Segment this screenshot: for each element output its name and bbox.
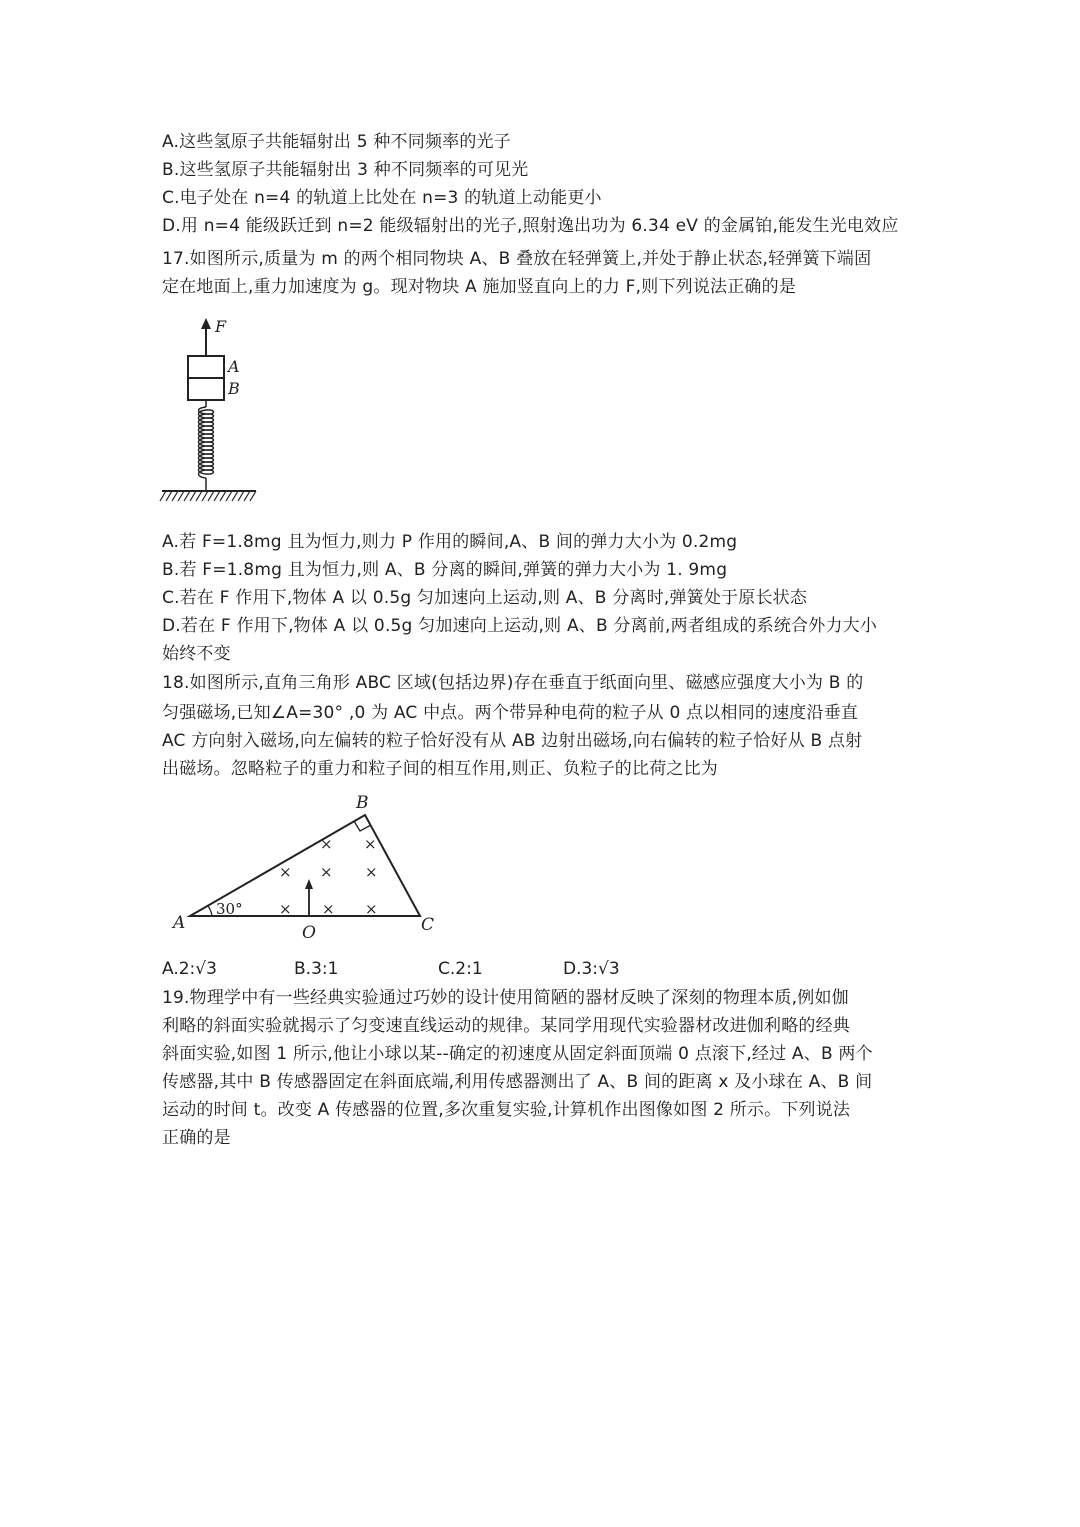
field-cross: × (364, 835, 377, 853)
spring-coil (199, 407, 214, 478)
vertex-c-label: C (421, 915, 435, 935)
q18-option-b: B.3:1 (294, 959, 339, 979)
force-label: F (215, 317, 227, 336)
q17-stem-line-2: 定在地面上,重力加速度为 g。现对物块 A 施加竖直向上的力 F,则下列说法正确的是 (162, 277, 797, 297)
q19-stem-line-3: 斜面实验,如图 1 所示,他让小球以某--确定的初速度从固定斜面顶端 0 点滚下,经过 A、B 两个 (162, 1044, 873, 1064)
vertex-b-label: B (356, 793, 369, 813)
q18-option-c: C.2:1 (438, 959, 483, 979)
q17-option-b: B.若 F=1.8mg 且为恒力,则 A、B 分离的瞬间,弹簧的弹力大小为 1. 9mg (162, 560, 728, 580)
q17-option-a: A.若 F=1.8mg 且为恒力,则力 P 作用的瞬间,A、B 间的弹力大小为 0.2mg (162, 532, 738, 552)
q18-stem-line-1: 18.如图所示,直角三角形 ABC 区域(包括边界)存在垂直于纸面向里、磁感应强度大小为 B 的 (162, 673, 864, 693)
q19-stem-line-2: 利略的斜面实验就揭示了匀变速直线运动的规律。某同学用现代实验器材改进伽利略的经典 (162, 1016, 850, 1036)
q18-stem-line-3: AC 方向射入磁场,向左偏转的粒子恰好没有从 AB 边射出磁场,向右偏转的粒子恰好从 B 点射 (162, 731, 863, 751)
vertex-a-label: A (173, 913, 186, 933)
midpoint-o-label: O (302, 923, 316, 943)
q19-stem-line-6: 正确的是 (162, 1128, 231, 1148)
block-b-label: B (228, 379, 240, 398)
field-cross: × (320, 863, 333, 881)
q17-option-c: C.若在 F 作用下,物体 A 以 0.5g 匀加速向上运动,则 A、B 分离时,弹簧处于原长状态 (162, 588, 808, 608)
q16-option-d: D.用 n=4 能级跃迁到 n=2 能级辐射出的光子,照射逸出功为 6.34 eV 的金属铂,能发生光电效应 (162, 216, 899, 236)
q18-option-a: A.2:√3 (162, 959, 217, 979)
q17-option-d-cont: 始终不变 (162, 644, 231, 664)
block-a-label: A (228, 357, 240, 376)
ground-hatch (160, 491, 256, 501)
block-b (188, 378, 224, 400)
velocity-arrow-head (305, 879, 313, 889)
q17-option-d: D.若在 F 作用下,物体 A 以 0.5g 匀加速向上运动,则 A、B 分离前,两者组成的系统合外力大小 (162, 616, 878, 636)
q17-stem-line-1: 17.如图所示,质量为 m 的两个相同物块 A、B 叠放在轻弹簧上,并处于静止状态,轻弹簧下端固 (162, 249, 872, 269)
q19-stem-line-4: 传感器,其中 B 传感器固定在斜面底端,利用传感器测出了 A、B 间的距离 x 及小球在 A、B 间 (162, 1072, 873, 1092)
angle-label: 30° (216, 900, 243, 918)
q17-spring-figure (158, 312, 268, 512)
field-cross: × (322, 900, 335, 918)
q18-option-d: D.3:√3 (563, 959, 620, 979)
q18-triangle-figure (168, 790, 448, 950)
q16-option-a: A.这些氢原子共能辐射出 5 种不同频率的光子 (162, 132, 511, 152)
field-cross: × (279, 900, 292, 918)
q18-stem-line-4: 出磁场。忽略粒子的重力和粒子间的相互作用,则正、负粒子的比荷之比为 (162, 759, 719, 779)
q18-stem-line-2: 匀强磁场,已知∠A=30° ,0 为 AC 中点。两个带异种电荷的粒子从 0 点以相同的速度沿垂直 (162, 703, 859, 723)
field-cross: × (279, 863, 292, 881)
force-arrow-head (201, 318, 211, 329)
angle-arc-a (208, 906, 212, 916)
q16-option-c: C.电子处在 n=4 的轨道上比处在 n=3 的轨道上动能更小 (162, 188, 602, 208)
field-cross: × (365, 863, 378, 881)
block-a (188, 356, 224, 378)
field-cross: × (320, 835, 333, 853)
field-cross: × (365, 900, 378, 918)
q19-stem-line-5: 运动的时间 t。改变 A 传感器的位置,多次重复实验,计算机作出图像如图 2 所示。下列说法 (162, 1100, 851, 1120)
q16-option-b: B.这些氢原子共能辐射出 3 种不同频率的可见光 (162, 160, 529, 180)
q19-stem-line-1: 19.物理学中有一些经典实验通过巧妙的设计使用简陋的器材反映了深刻的物理本质,例如伽 (162, 988, 849, 1008)
